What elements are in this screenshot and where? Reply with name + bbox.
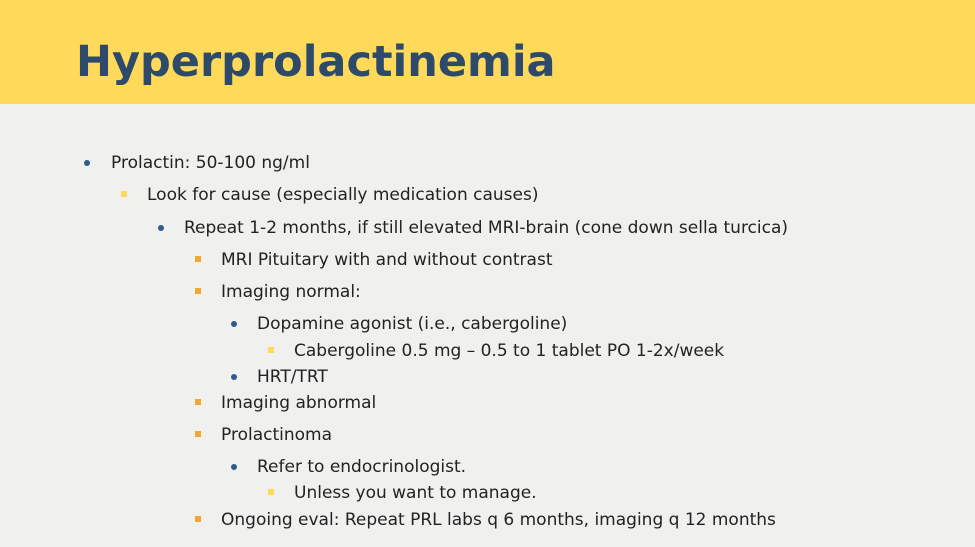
list-item: Repeat 1-2 months, if still elevated MRI-brain (cone down sella turcica) — [184, 218, 789, 238]
list-item: Unless you want to manage. — [294, 483, 537, 503]
list-item: Look for cause (especially medication causes) — [147, 185, 539, 205]
bullet-square-icon — [195, 399, 201, 405]
list-item: HRT/TRT — [257, 367, 328, 387]
list-item: MRI Pituitary with and without contrast — [221, 250, 553, 270]
bullet-dot-icon — [84, 160, 90, 166]
bullet-dot-icon — [231, 374, 237, 380]
bullet-square-icon — [121, 191, 127, 197]
bullet-square-icon — [195, 431, 201, 437]
list-item: Prolactinoma — [221, 425, 332, 445]
bullet-square-icon — [195, 256, 201, 262]
slide-title: Hyperprolactinemia — [76, 37, 556, 87]
bullet-dot-icon — [158, 225, 164, 231]
bullet-square-icon — [268, 347, 274, 353]
list-item: Refer to endocrinologist. — [257, 457, 467, 477]
bullet-dot-icon — [231, 321, 237, 327]
list-item: Imaging normal: — [221, 282, 361, 302]
bullet-square-icon — [195, 288, 201, 294]
bullet-square-icon — [268, 489, 274, 495]
bullet-square-icon — [195, 516, 201, 522]
bullet-dot-icon — [231, 464, 237, 470]
list-item: Prolactin: 50-100 ng/ml — [111, 153, 310, 173]
list-item: Dopamine agonist (i.e., cabergoline) — [257, 314, 568, 334]
list-item: Ongoing eval: Repeat PRL labs q 6 months, imaging q 12 months — [221, 510, 776, 530]
list-item: Cabergoline 0.5 mg – 0.5 to 1 tablet PO 1-2x/week — [294, 341, 725, 361]
list-item: Imaging abnormal — [221, 393, 377, 413]
